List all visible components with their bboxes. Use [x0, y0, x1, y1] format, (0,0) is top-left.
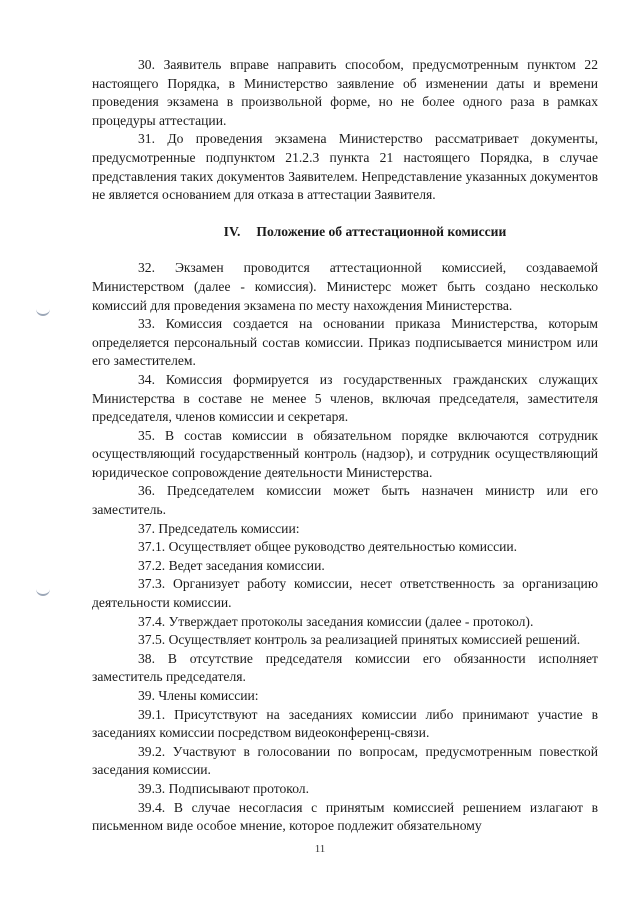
paragraph-34: 34. Комиссия формируется из государственных гражданских служащих Министерства в составе не менее 5 членов, включая председателя, заместителя председателя, членов комиссии и секретаря.: [92, 371, 598, 425]
punch-hole-mark-bottom: [36, 586, 50, 596]
paragraph-35: 35. В состав комиссии в обязательном порядке включаются сотрудник осуществляющий государственный контроль (надзор), и сотрудник осуществляющий юридическое сопровождение деятельности Министерства.: [92, 427, 598, 480]
paragraph-37-4: 37.4. Утверждает протоколы заседания комиссии (далее - протокол).: [138, 613, 534, 629]
paragraph-37-3: 37.3. Организует работу комиссии, несет ответственность за организацию деятельности комиссии.: [92, 576, 598, 611]
section-heading: [92, 223, 598, 242]
paragraph-38: 38. В отсутствие председателя комиссии его обязанности исполняет заместитель председателя.: [92, 650, 598, 685]
paragraph-37-2: 37.2. Ведет заседания комиссии.: [138, 557, 325, 573]
paragraph-36: 36. Председателем комиссии может быть назначен министр или его заместитель.: [92, 483, 598, 518]
paragraph-37-1: 37.1. Осуществляет общее руководство деятельностью комиссии.: [138, 539, 518, 555]
punch-hole-mark-top: [36, 306, 50, 316]
page-number: 11: [314, 843, 326, 855]
paragraph-37-5: 37.5. Осуществляет контроль за реализацией принятых комиссией решений.: [138, 632, 581, 648]
document-page: [92, 56, 598, 836]
paragraph-39: 39. Члены комиссии:: [138, 688, 259, 703]
paragraph-37: 37. Председатель комиссии:: [138, 520, 300, 536]
paragraph-30: 30. Заявитель вправе направить способом, предусмотренным пунктом 22 настоящего Порядка, в Министерство заявление об изменении даты и времени проведения экзамена в произвольной форме, но не более одного раза в рамках процедуры аттестации.: [92, 57, 598, 128]
paragraph-39-3: 39.3. Подписывают протокол.: [138, 780, 309, 796]
paragraph-33: 33. Комиссия создается на основании приказа Министерства, которым определяется персональный состав комиссии. Приказ подписывается министром или его заместителем.: [92, 316, 598, 369]
paragraph-32: 32. Экзамен проводится аттестационной комиссией, создаваемой Министерством (далее - комиссия). Министерс может быть создано несколько комиссий для проведения экзамена по месту нахождения Министерства.: [92, 260, 598, 313]
paragraph-39-2: 39.2. Участвуют в голосовании по вопросам, предусмотренным повесткой заседания комиссии.: [92, 743, 598, 778]
paragraph-31: 31. До проведения экзамена Министерство рассматривает документы, предусмотренные подпунктом 21.2.3 пункта 21 настоящего Порядка, в случае представления таких документов Заявителем. Непредставление указанных документов не является основанием для отказа в аттестации Заявителя.: [92, 131, 598, 203]
section-title: Положение об аттестационной комиссии: [256, 223, 507, 239]
paragraph-39-1: 39.1. Присутствуют на заседаниях комиссии либо принимают участие в заседаниях комиссии посредством видеоконференц-связи.: [92, 706, 598, 741]
paragraph-39-4: 39.4. В случае несогласия с принятым комиссией решением излагают в письменном виде особое мнение, которое подлежит обязательному: [92, 799, 598, 834]
section-number: IV.: [223, 223, 241, 239]
